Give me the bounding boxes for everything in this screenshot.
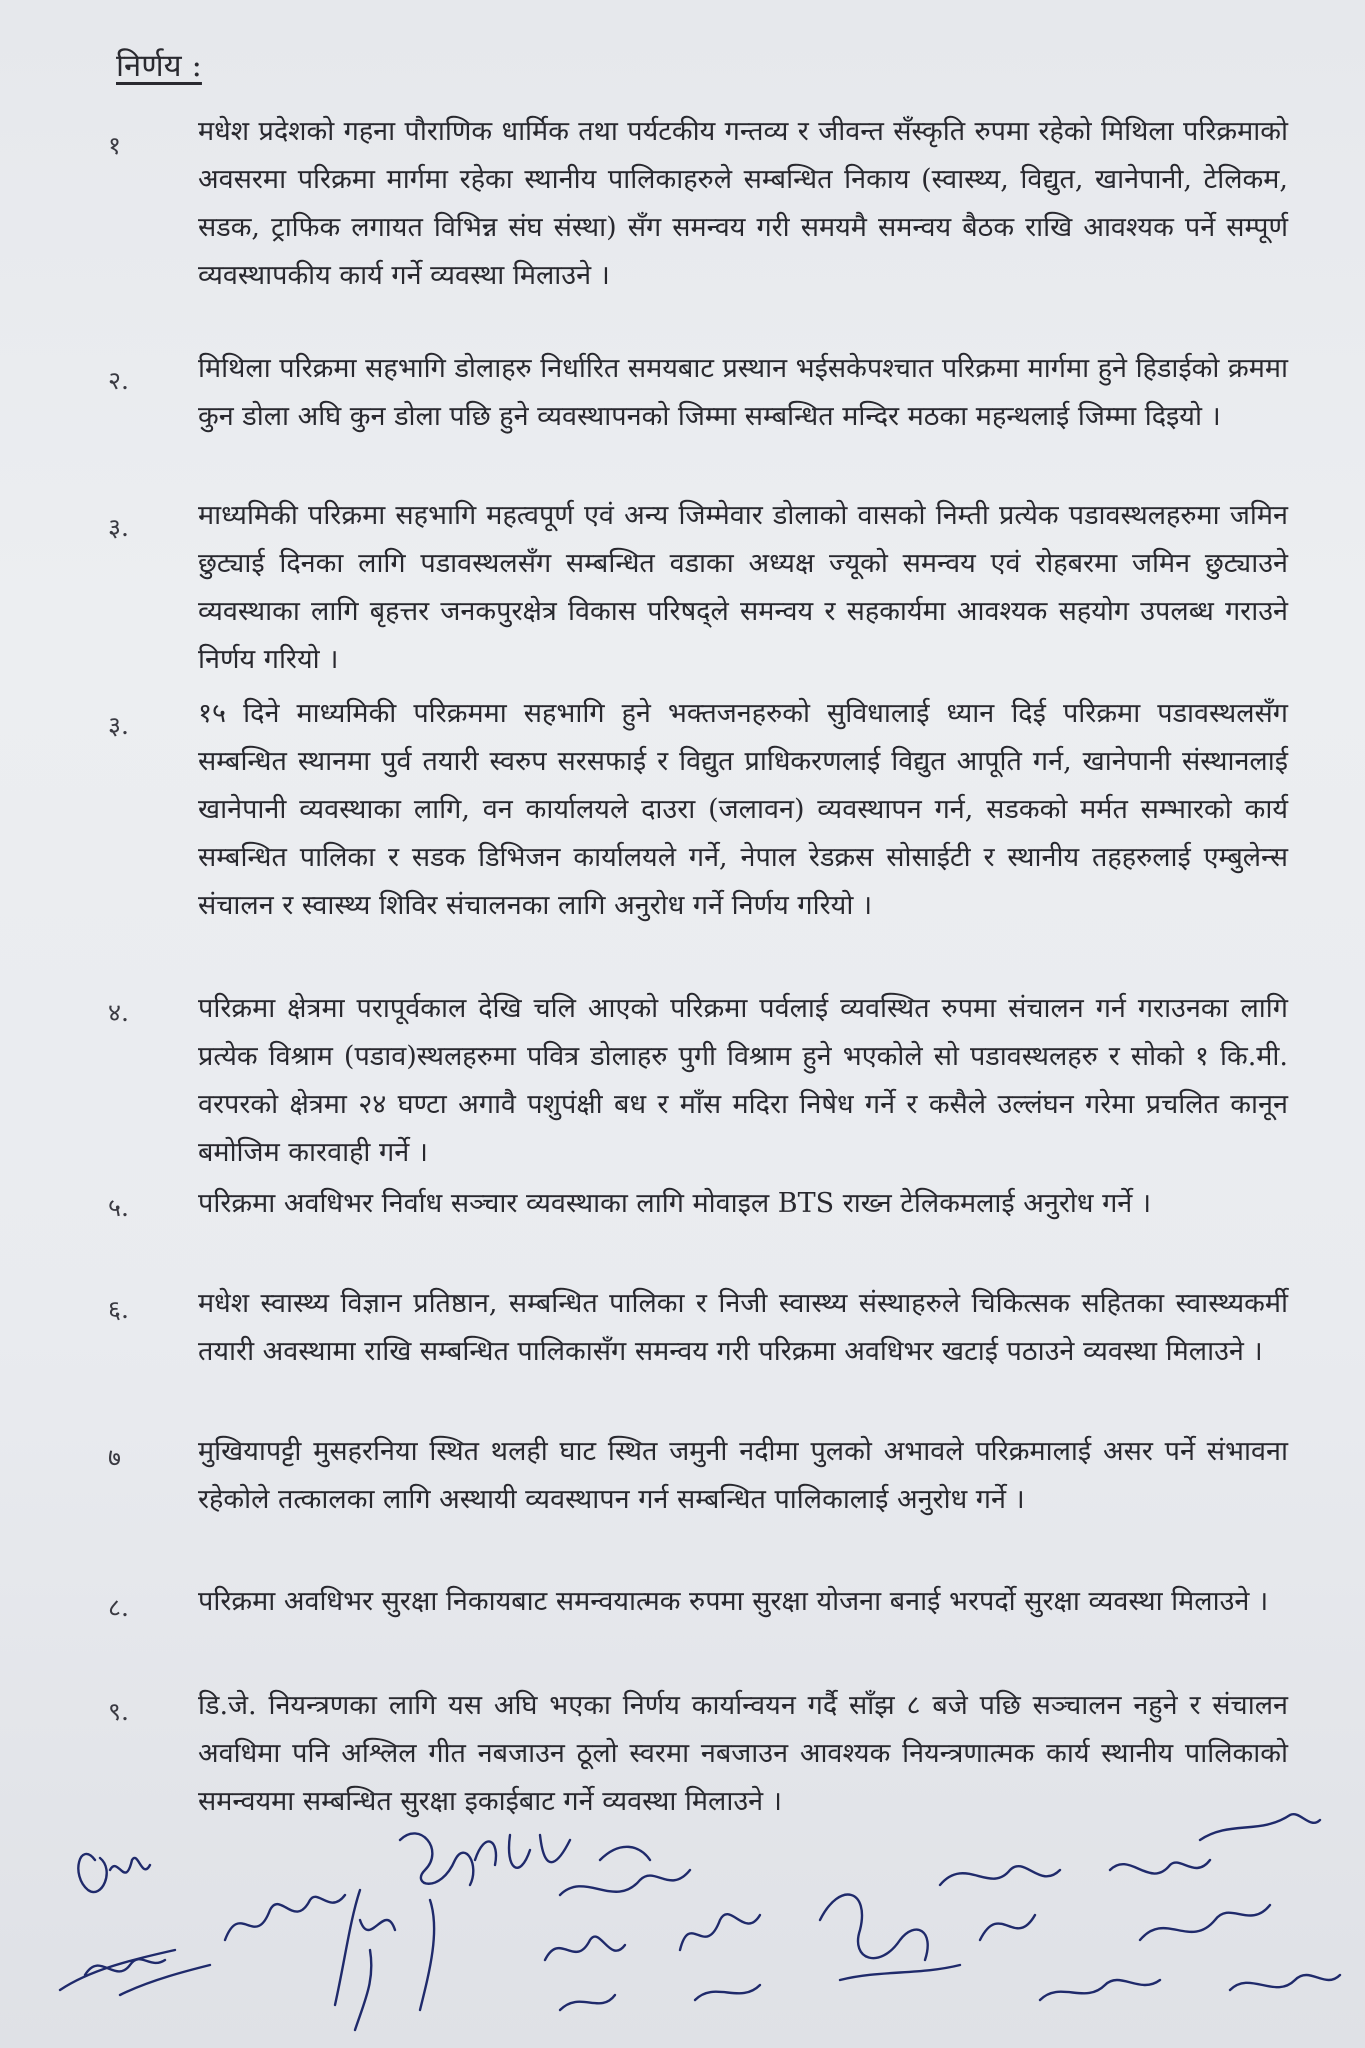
item-number: ४. xyxy=(108,998,129,1027)
item-text: मुखियापट्टी मुसहरनिया स्थित थलही घाट स्थित जमुनी नदीमा पुलको अभावले परिक्रमालाई असर पर्ने संभावना रहेकोले तत्कालका लागि अस्थायी व्यवस्थापन गर्न सम्बन्धित पालिकालाई अनुरोध गर्ने । xyxy=(198,1436,1288,1515)
signature xyxy=(475,1835,570,1868)
signature xyxy=(400,1833,473,2010)
item-text: परिक्रमा अवधिभर सुरक्षा निकायबाट समन्वयात्मक रुपमा सुरक्षा योजना बनाई भरपर्दो सुरक्षा व्यवस्था मिलाउने । xyxy=(198,1586,1269,1617)
item-number: १ xyxy=(108,131,122,160)
item-text: मधेश प्रदेशको गहना पौराणिक धार्मिक तथा पर्यटकीय गन्तव्य र जीवन्त सँस्कृति रुपमा रहेको मिथिला परिक्रमाको अवसरमा परिक्रमा मार्गमा रहेका स्थानीय पालिकाहरुले सम्बन्धित निकाय (स्वास्थ्य, विद्युत, खानेपानी, टेलिकम, सडक, ट्राफिक लगायत विभिन्न संघ संस्था) सँग समन्वय गरी समयमै समन्वय बैठक राखि आवश्यक पर्ने सम्पूर्ण व्यवस्थापकीय कार्य गर्ने व्यवस्था मिलाउने । xyxy=(198,116,1288,291)
item-number: ७ xyxy=(108,1443,122,1472)
signature xyxy=(225,1895,345,1940)
signatures-area xyxy=(0,1800,1365,2048)
item-text: १५ दिने माध्यमिकी परिक्रममा सहभागि हुने भक्तजनहरुको सुविधालाई ध्यान दिई परिक्रमा पडावस्थलसँग सम्बन्धित स्थानमा पुर्व तयारी स्वरुप सरसफाई र विद्युत प्राधिकरणलाई विद्युत आपूति गर्न, खानेपानी संस्थानलाई खानेपानी व्यवस्थाका लागि, वन कार्यालयले दाउरा (जलावन) व्यवस्थापन गर्न, सडकको मर्मत सम्भारको कार्य सम्बन्धित पालिका र सडक डिभिजन कार्यालयले गर्ने, नेपाल रेडक्रस सोसाईटी र स्थानीय तहहरुलाई एम्बुलेन्स संचालन र स्वास्थ्य शिविर संचालनका लागि अनुरोध गर्ने निर्णय गरियो । xyxy=(198,698,1288,921)
signature xyxy=(820,1895,960,1980)
signature xyxy=(335,1890,395,2030)
item-number: ८. xyxy=(108,1593,129,1622)
item-text: परिक्रमा क्षेत्रमा परापूर्वकाल देखि चलि आएको परिक्रमा पर्वलाई व्यवस्थित रुपमा संचालन गर्न गराउनका लागि प्रत्येक विश्राम (पडाव)स्थलहरुमा पवित्र डोलाहरु पुगी विश्राम हुने भएकोले सो पडावस्थलहरु र सोको १ कि.मी. वरपरको क्षेत्रमा २४ घण्टा अगावै पशुपंक्षी बध र माँस मदिरा निषेध गर्ने र कसैले उल्लंघन गरेमा प्रचलित कानून बमोजिम कारवाही गर्ने । xyxy=(198,993,1288,1168)
item-number: ३. xyxy=(108,711,129,740)
signature xyxy=(545,1937,625,2010)
item-number: ६. xyxy=(108,1295,129,1324)
signature xyxy=(1200,1814,1320,1840)
item-number: ५. xyxy=(108,1193,129,1222)
signature xyxy=(78,1854,150,1892)
item-number: २. xyxy=(108,366,129,395)
signature xyxy=(680,1914,760,2000)
signature xyxy=(940,1866,1060,1940)
signature xyxy=(560,1847,690,1895)
signature xyxy=(60,1950,210,1995)
item-text: परिक्रमा अवधिभर निर्वाध सञ्चार व्यवस्थाका लागि मोवाइल BTS राख्न टेलिकमलाई अनुरोध गर्ने । xyxy=(198,1188,1152,1219)
item-text: मिथिला परिक्रमा सहभागि डोलाहरु निर्धारित समयबाट प्रस्थान भईसकेपश्चात परिक्रमा मार्गमा हुने हिडाईको क्रममा कुन डोला अघि कुन डोला पछि हुने व्यवस्थापनको जिम्मा सम्बन्धित मन्दिर मठका महन्थलाई जिम्मा दिइयो । xyxy=(198,353,1288,432)
item-text: माध्यमिकी परिक्रमा सहभागि महत्वपूर्ण एवं अन्य जिम्मेवार डोलाको वासको निम्ती प्रत्येक पडावस्थलहरुमा जमिन छुट्याई दिनका लागि पडावस्थलसँग सम्बन्धित वडाका अध्यक्ष ज्यूको समन्वय एवं रोहबरमा जमिन छुट्याउने व्यवस्थाका लागि बृहत्तर जनकपुरक्षेत्र विकास परिषद्ले समन्वय र सहकार्यमा आवश्यक सहयोग उपलब्ध गराउने निर्णय गरियो । xyxy=(198,500,1288,675)
item-number: ९. xyxy=(108,1697,129,1726)
signatures-svg xyxy=(0,1800,1365,2048)
signature xyxy=(1110,1860,1270,1940)
item-number: ३. xyxy=(108,513,129,542)
item-text: मधेश स्वास्थ्य विज्ञान प्रतिष्ठान, सम्बन्धित पालिका र निजी स्वास्थ्य संस्थाहरुले चिकित्सक सहितका स्वास्थ्यकर्मी तयारी अवस्थामा राखि सम्बन्धित पालिकासँग समन्वय गरी परिक्रमा अवधिभर खटाई पठाउने व्यवस्था मिलाउने । xyxy=(198,1288,1288,1367)
item-text: डि.जे. नियन्त्रणका लागि यस अघि भएका निर्णय कार्यान्वयन गर्दै साँझ ८ बजे पछि सञ्चालन नहुने र संचालन अवधिमा पनि अश्लिल गीत नबजाउन ठूलो स्वरमा नबजाउन आवश्यक नियन्त्रणात्मक कार्य स्थानीय पालिकाको समन्वयमा सम्बन्धित सुरक्षा इकाईबाट गर्ने व्यवस्था मिलाउने । xyxy=(198,1690,1288,1817)
document-heading: निर्णय : xyxy=(116,48,202,84)
signature xyxy=(1040,1980,1160,2000)
signature xyxy=(1230,1975,1340,1990)
